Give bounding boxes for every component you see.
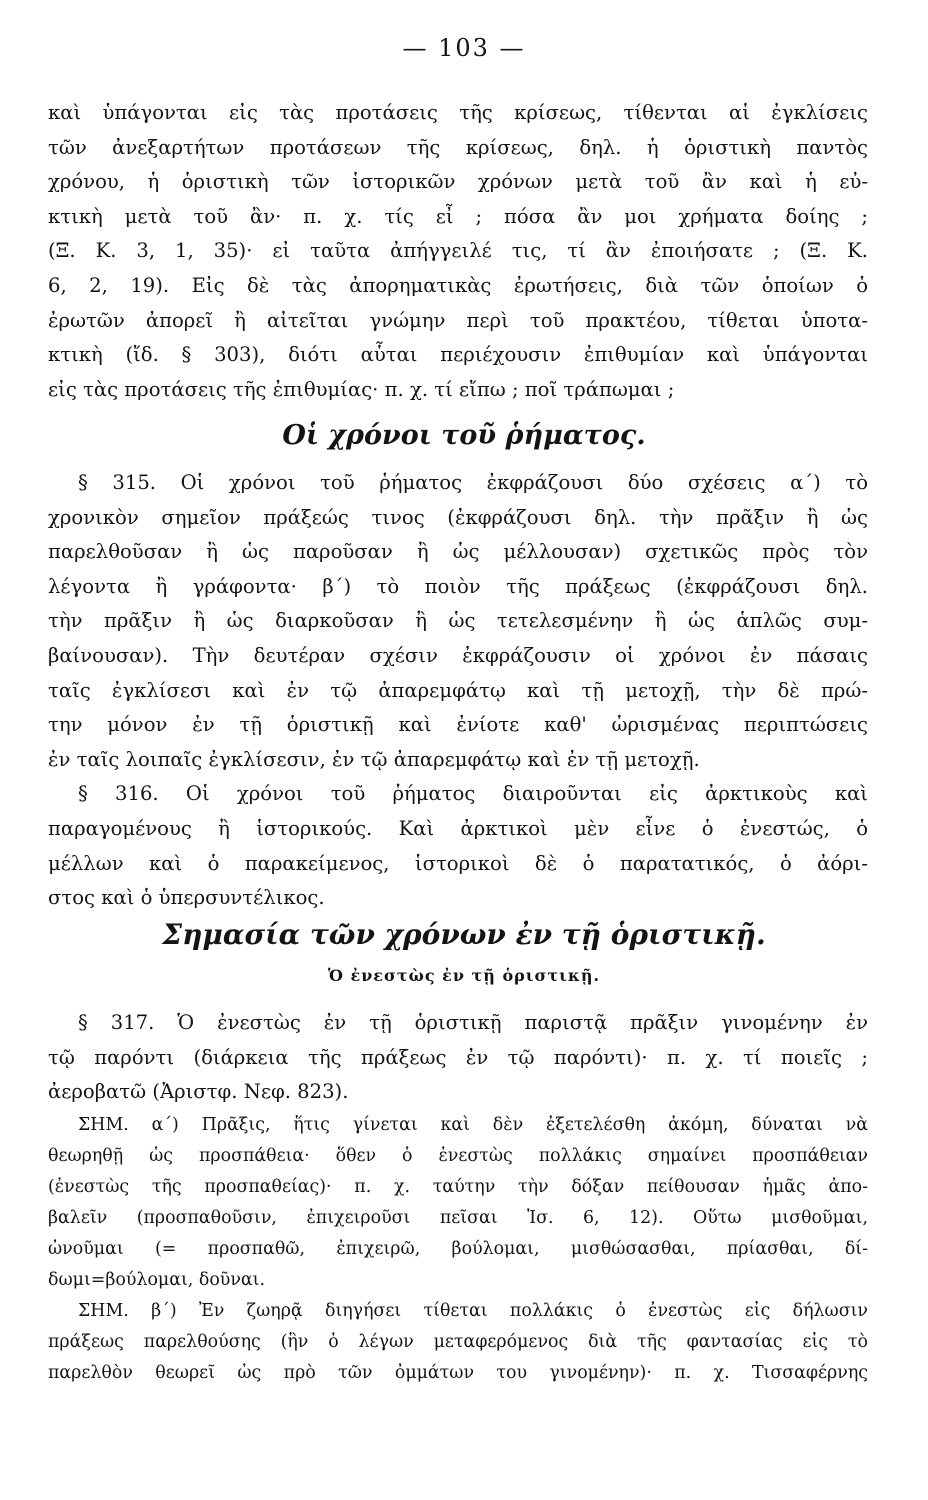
- paragraph-block-3: [48, 1006, 868, 1110]
- section-heading: Σημασία τῶν χρόνων ἐν τῇ ὁριστικῇ.: [162, 918, 766, 951]
- text-line: 6, 2, 19). Εἰς δὲ τὰς ἀπορηματικὰς ἐρωτήσεις, διὰ τῶν ὁποίων ὁ: [48, 273, 868, 297]
- text-line: λέγοντα ἢ γράφοντα· β΄) τὸ ποιὸν τῆς πράξεως (ἐκφράζουσι δηλ.: [48, 574, 868, 598]
- paragraph-block-1: [48, 96, 868, 407]
- section-heading: Οἱ χρόνοι τοῦ ῥήματος.: [282, 420, 646, 451]
- note-line: δωμι=βούλομαι, δοῦναι.: [48, 1270, 266, 1290]
- text-line: τῶν ἀνεξαρτήτων προτάσεων τῆς κρίσεως, δηλ. ἡ ὁριστικὴ παντὸς: [48, 135, 868, 159]
- paragraph-block-2: [48, 466, 868, 916]
- subsection-heading: Ὁ ἐνεστὼς ἐν τῇ ὁριστικῇ.: [327, 966, 601, 985]
- text-line: § 317. Ὁ ἐνεστὼς ἐν τῇ ὁριστικῇ παριστᾷ πρᾶξιν γινομένην ἐν: [78, 1011, 868, 1034]
- text-line: (Ξ. Κ. 3, 1, 35)· εἰ ταῦτα ἀπήγγειλέ τις, τί ἂν ἐποιήσατε ; (Ξ. Κ.: [48, 239, 868, 263]
- text-line: ἐν ταῖς λοιπαῖς ἐγκλίσεσιν, ἐν τῷ ἀπαρεμφάτῳ καὶ ἐν τῇ μετοχῇ.: [48, 747, 700, 771]
- note-line: θεωρηθῇ ὡς προσπάθεια· ὅθεν ὁ ἐνεστὼς πολλάκις σημαίνει προσπάθειαν: [48, 1146, 868, 1166]
- note-line: ὠνοῦμαι (= προσπαθῶ, ἐπιχειρῶ, βούλομαι, μισθώσασθαι, πρίασθαι, δί-: [48, 1239, 868, 1259]
- text-line: ἐρωτῶν ἀπορεῖ ἢ αἰτεῖται γνώμην περὶ τοῦ πρακτέου, τίθεται ὑποτα-: [48, 308, 868, 332]
- text-line: ταῖς ἐγκλίσεσι καὶ ἐν τῷ ἀπαρεμφάτῳ καὶ τῇ μετοχῇ, τὴν δὲ πρώ-: [48, 678, 868, 702]
- note-line: βαλεῖν (προσπαθοῦσιν, ἐπιχειροῦσι πεῖσαι Ἰσ. 6, 12). Οὕτω μισθοῦμαι,: [48, 1208, 868, 1228]
- text-line: στος καὶ ὁ ὑπερσυντέλικος.: [48, 886, 325, 910]
- note-line: παρελθὸν θεωρεῖ ὡς πρὸ τῶν ὀμμάτων του γινομένην)· π. χ. Τισσαφέρνης: [48, 1363, 868, 1383]
- note-line: (ἐνεστὼς τῆς προσπαθείας)· π. χ. ταύτην τὴν δόξαν πείθουσαν ἡμᾶς ἀπο-: [48, 1177, 868, 1197]
- text-line: παραγομένους ἢ ἱστορικούς. Καὶ ἀρκτικοὶ μὲν εἶνε ὁ ἐνεστώς, ὁ: [48, 816, 868, 840]
- note-line: ΣΗΜ. β΄) Ἐν ζωηρᾷ διηγήσει τίθεται πολλάκις ὁ ἐνεστὼς εἰς δήλωσιν: [78, 1301, 868, 1321]
- text-line: την μόνον ἐν τῇ ὁριστικῇ καὶ ἐνίοτε καθ' ὡρισμένας περιπτώσεις: [48, 713, 868, 737]
- text-line: κτικὴ μετὰ τοῦ ἂν· π. χ. τίς εἶ ; πόσα ἂν μοι χρήματα δοίης ;: [48, 204, 868, 228]
- text-line: μέλλων καὶ ὁ παρακείμενος, ἱστορικοὶ δὲ ὁ παρατατικός, ὁ ἀόρι-: [48, 851, 868, 875]
- note-block: [48, 1110, 868, 1389]
- text-line: χρονικὸν σημεῖον πράξεώς τινος (ἐκφράζουσι δηλ. τὴν πρᾶξιν ἢ ὡς: [48, 505, 868, 529]
- text-line: τὴν πρᾶξιν ἢ ὡς διαρκοῦσαν ἢ ὡς τετελεσμένην ἢ ὡς ἁπλῶς συμ-: [48, 609, 868, 633]
- text-line: καὶ ὑπάγονται εἰς τὰς προτάσεις τῆς κρίσεως, τίθενται αἱ ἐγκλίσεις: [48, 101, 868, 124]
- text-line: χρόνου, ἡ ὁριστικὴ τῶν ἱστορικῶν χρόνων μετὰ τοῦ ἂν καὶ ἡ εὐ-: [48, 170, 868, 194]
- text-line: τῷ παρόντι (διάρκεια τῆς πράξεως ἐν τῷ παρόντι)· π. χ. τί ποιεῖς ;: [48, 1045, 868, 1069]
- text-line: ἀεροβατῶ (Ἀριστφ. Νεφ. 823).: [48, 1080, 349, 1104]
- text-line: § 316. Οἱ χρόνοι τοῦ ῥήματος διαιροῦνται εἰς ἀρκτικοὺς καὶ: [78, 782, 868, 806]
- text-line: βαίνουσαν). Τὴν δευτέραν σχέσιν ἐκφράζουσιν οἱ χρόνοι ἐν πάσαις: [48, 643, 868, 667]
- note-line: πράξεως παρελθούσης (ἣν ὁ λέγων μεταφερόμενος διὰ τῆς φαντασίας εἰς τὸ: [48, 1332, 868, 1352]
- text-line: § 315. Οἱ χρόνοι τοῦ ῥήματος ἐκφράζουσι δύο σχέσεις α΄) τὸ: [78, 471, 868, 494]
- page-number: — 103 —: [402, 34, 526, 62]
- note-line: ΣΗΜ. α΄) Πρᾶξις, ἥτις γίνεται καὶ δὲν ἐξετελέσθη ἀκόμη, δύναται νὰ: [78, 1115, 868, 1135]
- text-line: εἰς τὰς προτάσεις τῆς ἐπιθυμίας· π. χ. τί εἴπω ; ποῖ τράπωμαι ;: [48, 377, 675, 401]
- text-line: κτικὴ (ἴδ. § 303), διότι αὗται περιέχουσιν ἐπιθυμίαν καὶ ὑπάγονται: [48, 343, 868, 367]
- text-line: παρελθοῦσαν ἢ ὡς παροῦσαν ἢ ὡς μέλλουσαν) σχετικῶς πρὸς τὸν: [48, 540, 868, 564]
